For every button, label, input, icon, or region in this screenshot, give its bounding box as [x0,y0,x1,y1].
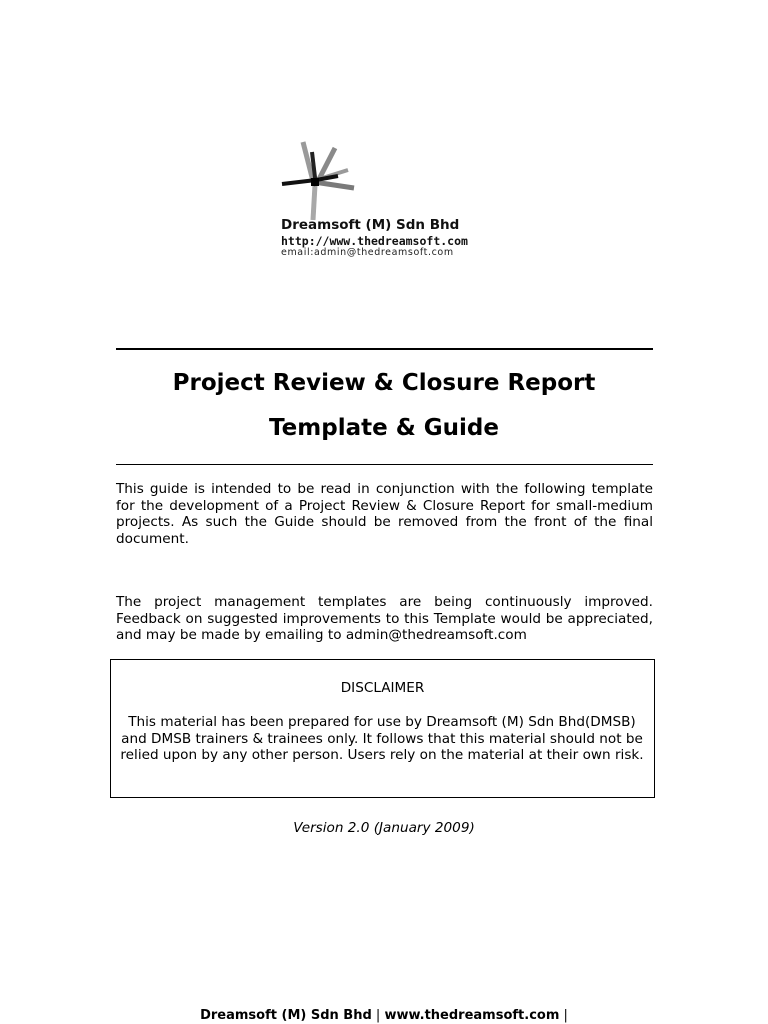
title-bottom-rule [116,464,653,465]
footer-separator: | [375,1008,381,1023]
starburst-logo-icon [278,140,362,222]
footer-url: www.thedreamsoft.com [384,1008,560,1023]
company-logo-block [278,140,518,265]
document-subtitle: Template & Guide [269,415,499,441]
footer-company: Dreamsoft (M) Sdn Bhd [200,1008,372,1023]
logo-company-url: http://www.thedreamsoft.com [281,234,468,248]
footer-separator-end: | [563,1008,568,1023]
title-top-rule [116,348,653,350]
disclaimer-heading: DISCLAIMER [340,680,425,696]
intro-paragraph: This guide is intended to be read in conjunction with the following template for the development of a Project Review & Closure Report for small-medium projects. As such the Guide should be removed from the front of the final document. [116,481,653,548]
disclaimer-box [110,659,655,798]
logo-company-email: email:admin@thedreamsoft.com [281,247,454,258]
page-footer [0,1008,768,1023]
document-title: Project Review & Closure Report [172,370,596,396]
disclaimer-body: This material has been prepared for use by Dreamsoft (M) Sdn Bhd(DMSB) and DMSB trainers & trainees only. It follows that this material should not be relied upon by any other person. Users rely on the material at their own risk. [120,714,644,764]
feedback-paragraph: The project management templates are being continuously improved. Feedback on suggested improvements to this Template would be appreciated, and may be made by emailing to admin@thedreamsoft.com [116,594,653,644]
version-text: Version 2.0 (January 2009) [293,820,475,836]
logo-company-name: Dreamsoft (M) Sdn Bhd [281,217,460,233]
